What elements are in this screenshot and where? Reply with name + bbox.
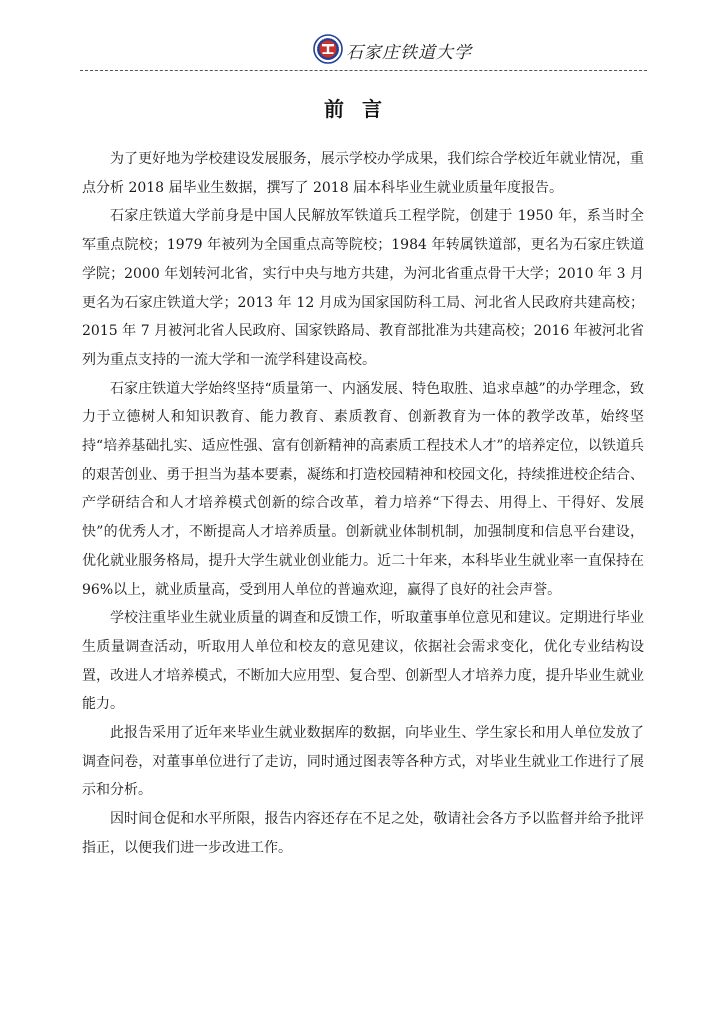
- preface-paragraph: 为了更好地为学校建设发展服务，展示学校办学成果，我们综合学校近年就业情况，重点分析 2018 届毕业生数据，撰写了 2018 届本科毕业生就业质量年度报告。: [82, 151, 644, 196]
- header-divider: [80, 70, 647, 71]
- page-header: [0, 34, 724, 64]
- preface-body: [82, 145, 644, 863]
- preface-paragraph: 此报告采用了近年来毕业生就业数据库的数据，向毕业生、学生家长和用人单位发放了调查问卷，对董事单位进行了走访，同时通过图表等各种方式，对毕业生就业工作进行了展示和分析。: [82, 725, 644, 799]
- preface-paragraph: 因时间仓促和水平所限，报告内容还存在不足之处，敬请社会各方予以监督并给予批评指正，以便我们进一步改进工作。: [82, 811, 644, 856]
- university-seal-icon: [313, 34, 343, 64]
- school-name: 石家庄铁道大学: [346, 43, 472, 63]
- preface-paragraph: 石家庄铁道大学始终坚持“质量第一、内涵发展、特色取胜、追求卓越”的办学理念，致力于立德树人和知识教育、能力教育、素质教育、创新教育为一体的教学改革，始终坚持“培养基础扎实、适应性强、富有创新精神的高素质工程技术人才”的培养定位，以铁道兵的艰苦创业、勇于担当为基本要素，凝练和打造校园精神和校园文化，持续推进校企结合、产学研结合和人才培养模式创新的综合改革，着力培养“下得去、用得上、干得好、发展快”的优秀人才，不断提高人才培养质量。创新就业体制机制，加强制度和信息平台建设，优化就业服务格局，提升大学生就业创业能力。近二十年来，本科毕业生就业率一直保持在 96%以上，就业质量高，受到用人单位的普遍欢迎，赢得了良好的社会声誉。: [82, 380, 644, 598]
- preface-paragraph: 学校注重毕业生就业质量的调查和反馈工作，听取董事单位意见和建议。定期进行毕业生质量调查活动，听取用人单位和校友的意见建议，依据社会需求变化，优化专业结构设置，改进人才培养模式，不断加大应用型、复合型、创新型人才培养力度，提升毕业生就业能力。: [82, 610, 644, 713]
- page-title: 前言: [324, 97, 400, 121]
- preface-paragraph: 石家庄铁道大学前身是中国人民解放军铁道兵工程学院，创建于 1950 年，系当时全军重点院校；1979 年被列为全国重点高等院校；1984 年转属铁道部，更名为石家庄铁道学院；2000 年划转河北省，实行中央与地方共建，为河北省重点骨干大学；2010 年 3 月更名为石家庄铁道大学；2013 年 12 月成为国家国防科工局、河北省人民政府共建高校；2015 年 7 月被河北省人民政府、国家铁路局、教育部批准为共建高校；2016 年被河北省列为重点支持的一流大学和一流学科建设高校。: [82, 208, 644, 368]
